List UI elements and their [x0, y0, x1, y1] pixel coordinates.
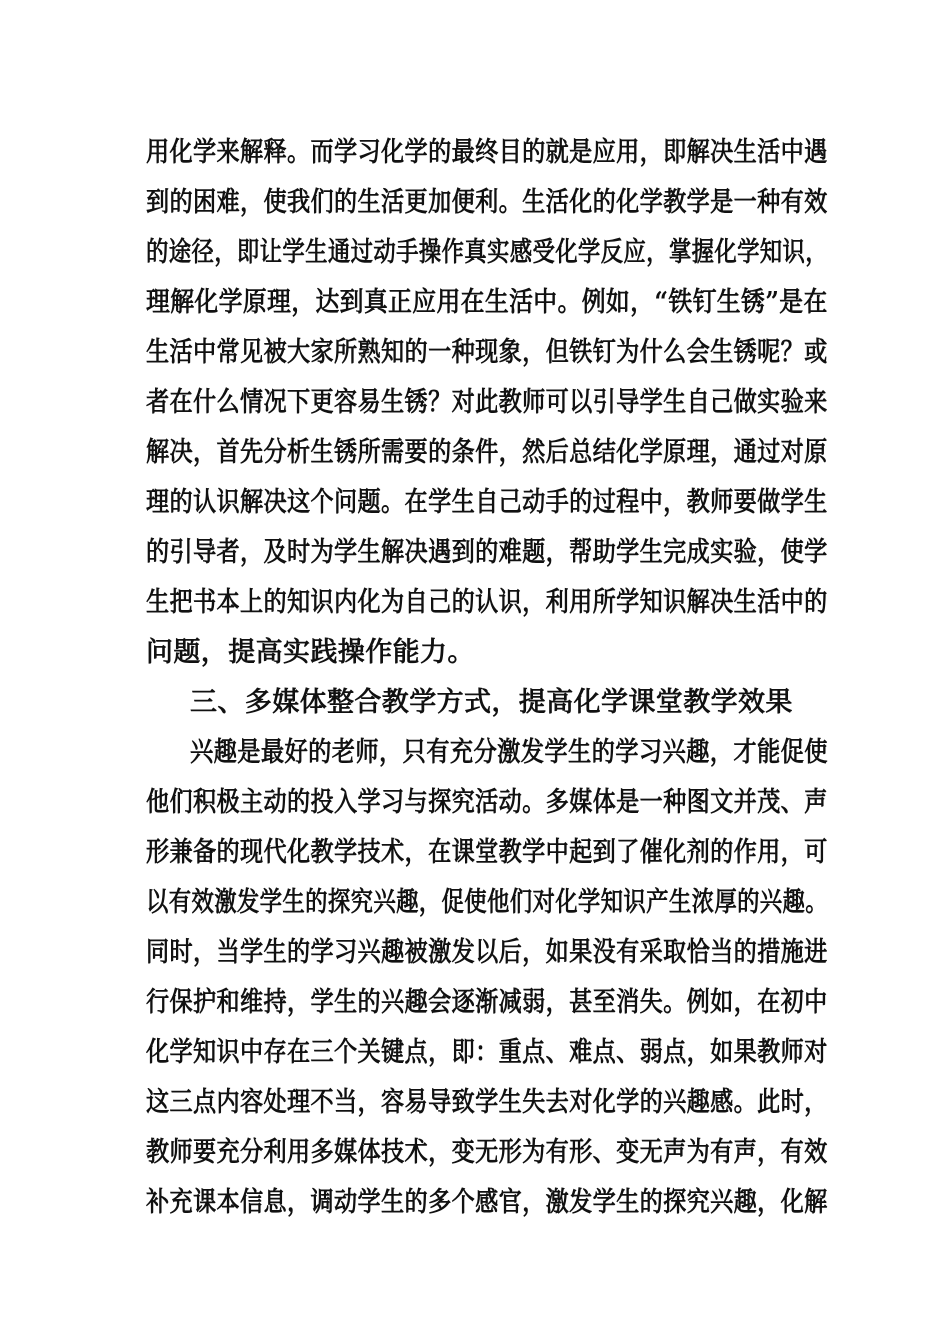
text-line: 理的认识解决这个问题。在学生自己动手的过程中，教师要做学生: [146, 487, 828, 518]
text-line: 同时，当学生的学习兴趣被激发以后，如果没有采取恰当的措施进: [146, 937, 828, 968]
text-line: 生把书本上的知识内化为自己的认识，利用所学知识解决生活中的: [146, 587, 828, 618]
section-heading: 三、多媒体整合教学方式，提高化学课堂教学效果: [190, 687, 793, 718]
text-line: 形兼备的现代化教学技术，在课堂教学中起到了催化剂的作用，可: [146, 837, 828, 868]
text-line: 的途径，即让学生通过动手操作真实感受化学反应，掌握化学知识，: [146, 237, 828, 268]
text-line: 用化学来解释。而学习化学的最终目的就是应用，即解决生活中遇: [146, 137, 828, 168]
text-line: 的引导者，及时为学生解决遇到的难题，帮助学生完成实验，使学: [146, 537, 828, 568]
text-line: 者在什么情况下更容易生锈？对此教师可以引导学生自己做实验来: [146, 387, 828, 418]
text-line: 他们积极主动的投入学习与探究活动。多媒体是一种图文并茂、声: [146, 787, 828, 818]
text-line: 解决，首先分析生锈所需要的条件，然后总结化学原理，通过对原: [146, 437, 828, 468]
text-line: 这三点内容处理不当，容易导致学生失去对化学的兴趣感。此时，: [146, 1087, 828, 1118]
text-line: 生活中常见被大家所熟知的一种现象，但铁钉为什么会生锈呢？或: [146, 337, 828, 368]
text-line: 以有效激发学生的探究兴趣，促使他们对化学知识产生浓厚的兴趣。: [146, 887, 828, 918]
text-line: 补充课本信息，调动学生的多个感官，激发学生的探究兴趣，化解: [146, 1187, 828, 1218]
text-line: 兴趣是最好的老师，只有充分激发学生的学习兴趣，才能促使: [190, 737, 828, 768]
text-line: 行保护和维持，学生的兴趣会逐渐减弱，甚至消失。例如，在初中: [146, 987, 828, 1018]
text-line: 理解化学原理，达到真正应用在生活中。例如，“铁钉生锈”是在: [146, 287, 828, 318]
text-line: 化学知识中存在三个关键点，即：重点、难点、弱点，如果教师对: [146, 1037, 828, 1068]
text-line: 到的困难，使我们的生活更加便利。生活化的化学教学是一种有效: [146, 187, 828, 218]
text-line: 问题，提高实践操作能力。: [146, 637, 475, 668]
text-line: 教师要充分利用多媒体技术，变无形为有形、变无声为有声，有效: [146, 1137, 828, 1168]
